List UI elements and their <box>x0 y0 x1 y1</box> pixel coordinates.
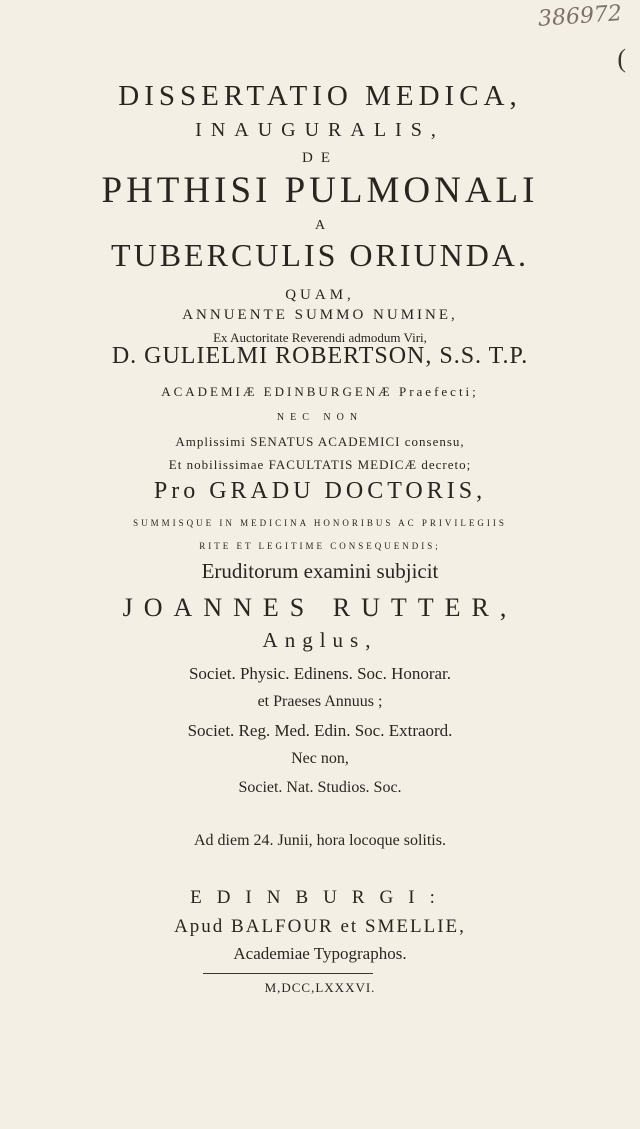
praeses-name-line: D. GULIELMI ROBERTSON, S.S. T.P. <box>111 343 529 369</box>
title-line-5: A <box>314 218 326 233</box>
academiae-line: ACADEMIÆ EDINBURGENÆ Praefecti; <box>161 384 479 399</box>
imprint-rule <box>203 973 373 974</box>
author-name-line: JOANNES RUTTER, <box>122 593 518 622</box>
eruditorum-line: Eruditorum examini subjicit <box>201 559 439 583</box>
edge-bracket-mark: ( <box>617 44 626 73</box>
facultatis-line: Et nobilissimae FACULTATIS MEDICÆ decreto; <box>168 457 472 472</box>
quam-line: QUAM, <box>285 287 355 303</box>
anglus-line: Anglus, <box>262 628 378 652</box>
gradu-line: Pro GRADU DOCTORIS, <box>153 478 487 504</box>
senatus-line: Amplissimi SENATUS ACADEMICI consensu, <box>175 434 465 449</box>
societ-physic-line: Societ. Physic. Edinens. Soc. Honorar. <box>188 664 452 683</box>
summisque-line: SUMMISQUE IN MEDICINA HONORIBUS AC PRIVILEGIIS <box>133 518 507 528</box>
annuente-line: ANNUENTE SUMMO NUMINE, <box>182 307 458 323</box>
title-line-4: PHTHISI PULMONALI <box>101 170 539 211</box>
handwritten-shelfmark: 386972 <box>537 1 623 32</box>
imprint-year: M,DCC,LXXXVI. <box>264 980 376 995</box>
necnon-line: NEC NON <box>276 412 364 423</box>
title-line-2: INAUGURALIS, <box>195 119 445 141</box>
title-line-6: TUBERCULIS ORIUNDA. <box>111 237 529 273</box>
date-line: Ad diem 24. Junii, hora locoque solitis. <box>194 832 446 849</box>
societ-reg-med-line: Societ. Reg. Med. Edin. Soc. Extraord. <box>187 721 453 740</box>
title-line-3: DE <box>302 150 338 166</box>
imprint-city: EDINBURGI: <box>190 887 450 908</box>
imprint-typographos: Academiae Typographos. <box>233 944 407 963</box>
necnon-line-2: Nec non, <box>291 750 349 767</box>
rite-line: RITE ET LEGITIME CONSEQUENDIS; <box>199 541 441 551</box>
auctoritate-line: Ex Auctoritate Reverendi admodum Viri, <box>213 330 427 345</box>
praeses-annuus-line: et Praeses Annuus ; <box>257 693 383 710</box>
title-line-1: DISSERTATIO MEDICA, <box>118 80 522 112</box>
imprint-printers: Apud BALFOUR et SMELLIE, <box>174 916 466 937</box>
societ-nat-line: Societ. Nat. Studios. Soc. <box>238 779 402 796</box>
